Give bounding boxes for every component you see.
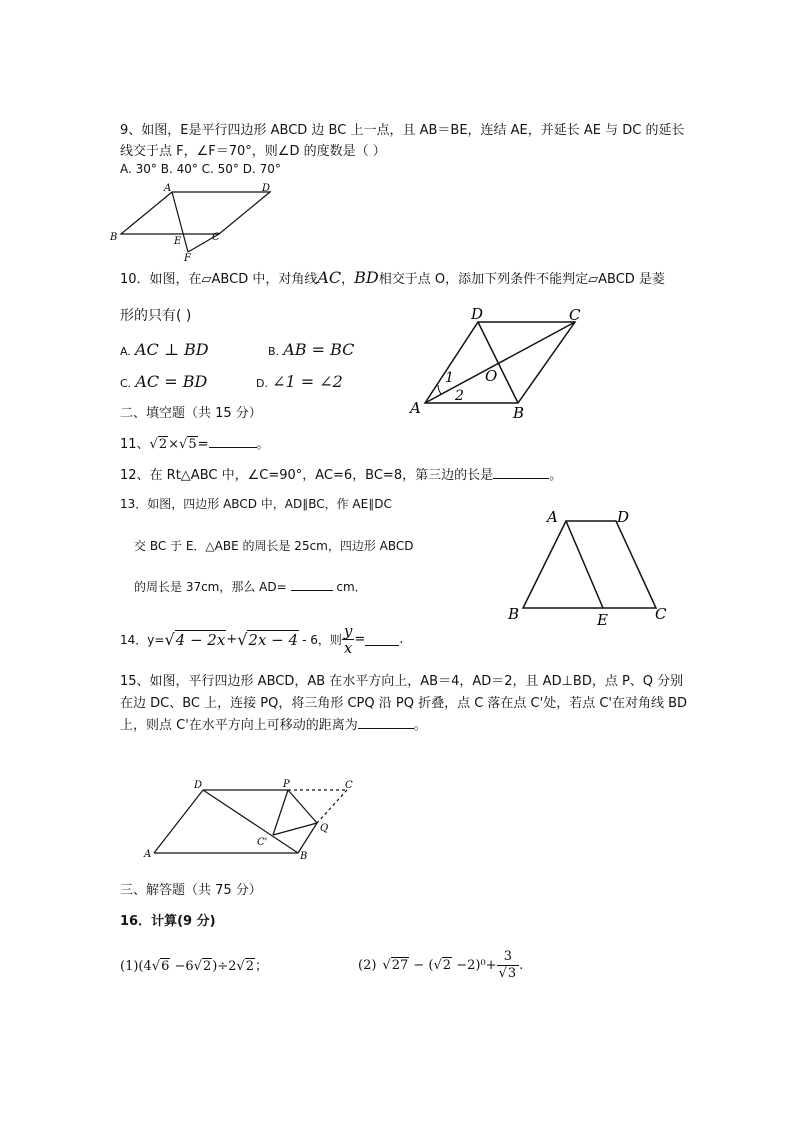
q10-opt-b-label: B. [268, 345, 280, 358]
q10-opt-a: AC ⊥ BD [134, 340, 209, 359]
q11-prefix: 11、 [120, 437, 150, 452]
q15-line3-text: 上，则点 C'在水平方向上可移动的距离为 [120, 718, 358, 733]
section-3-heading: 三、解答题（共 75 分） [120, 883, 262, 898]
q12-text: 12、在 Rt△ABC 中，∠C=90°，AC=6，BC=8，第三边的长是 [120, 468, 494, 483]
q15-line1: 15、如图，平行四边形 ABCD，AB 在水平方向上，AB＝4，AD＝2，且 AD⊥BD，点 P、Q 分别 [120, 674, 684, 689]
q10-label-d: D [471, 305, 484, 323]
q14-sqrt-sign-2: √ [237, 629, 248, 649]
q16-p2-den-radicand: 3 [507, 965, 517, 981]
q16-p1-sqrt-1: √ [151, 959, 161, 974]
q10-line2: 形的只有( ) [120, 308, 192, 324]
q9-line2: 线交于点 F，∠F＝70°，则∠D 的度数是（ ） [120, 144, 386, 159]
q13-label-c: C [655, 605, 667, 623]
q14 [120, 619, 403, 659]
q11 [120, 433, 270, 452]
q11-times: × [168, 437, 180, 452]
q10-option-c [120, 372, 207, 391]
q10-label-o: O [485, 367, 498, 385]
q9-line1: 9、如图，E是平行四边形 ABCD 边 BC 上一点，且 AB＝BE，连结 AE，并延长 AE 与 DC 的延长 [120, 123, 685, 138]
q14-prefix: 14．y= [120, 632, 165, 647]
q13-label-a: A [547, 508, 558, 526]
q16-p1-sqrt-2: √ [193, 959, 202, 974]
q11-sqrt-sign: √ [149, 437, 158, 452]
q15-label-q: Q [320, 823, 329, 834]
q10-line1a: 10．如图，在▱ABCD 中，对角线 [120, 272, 318, 287]
q13-answer-blank[interactable] [291, 578, 333, 591]
q16-p2-end: . [519, 957, 524, 973]
q9-label-f: F [184, 253, 191, 264]
q16-p2-fraction [497, 949, 520, 982]
q10-label-c: C [569, 306, 581, 324]
q13-line3b: cm． [336, 580, 367, 594]
q10-ac: AC [317, 268, 342, 287]
q10-opt-c: AC = BD [135, 372, 208, 391]
q12-end: 。 [549, 468, 563, 483]
q15-label-p: P [283, 779, 290, 790]
q10-label-a: A [410, 399, 421, 417]
q15-label-cprime: C' [257, 837, 268, 848]
q10-sep: ， [341, 272, 355, 287]
q16-part1 [120, 955, 268, 974]
q13-label-b: B [508, 605, 520, 623]
q14-numerator: y [343, 621, 353, 640]
q13-line3a: 的周长是 37cm，那么 AD= [134, 580, 287, 594]
q16-p2-b: − ( [409, 957, 434, 973]
q9-label-a: A [164, 183, 172, 194]
q13-line1: 13．如图，四边形 ABCD 中，AD∥BC，作 AE∥DC [120, 497, 392, 511]
q9-options: A. 30° B. 40° C. 50° D. 70° [120, 162, 281, 176]
q16-p2-denominator [497, 966, 520, 982]
q16-title: 16．计算(9 分) [120, 914, 216, 929]
q16-p2-c: −2)⁰+ [452, 957, 497, 973]
q10-bd: BD [354, 268, 379, 287]
q10-label-2: 2 [455, 388, 464, 404]
q15-label-a: A [144, 849, 152, 860]
q10-opt-a-label: A. [120, 345, 131, 358]
q10-option-d [256, 372, 343, 391]
q16-p2-radicand-1: 27 [391, 958, 409, 973]
q14-denominator: x [343, 638, 353, 657]
q10-label-b: B [513, 404, 525, 422]
q10-opt-d: ∠1 = ∠2 [272, 372, 343, 391]
q13-label-d: D [617, 508, 630, 526]
q13-figure [505, 505, 675, 630]
q11-end: 。 [256, 437, 270, 452]
q16-p2-prefix: (2) [358, 957, 377, 973]
q14-end: . [399, 631, 404, 647]
q16-p1-prefix: (1) [120, 959, 139, 974]
q10-opt-b: AB = BC [283, 340, 355, 359]
q10-option-a [120, 340, 209, 359]
q14-radicand-1: 4 − 2x [175, 630, 226, 649]
q16-p2-numerator: 3 [497, 949, 520, 966]
q13-line2: 交 BC 于 E．△ABE 的周长是 25cm，四边形 ABCD [134, 539, 414, 553]
q15-end: 。 [413, 718, 427, 733]
section-2-heading: 二、填空题（共 15 分） [120, 406, 262, 421]
q10-opt-d-label: D. [256, 377, 268, 390]
q15-figure [140, 775, 365, 865]
q16-p1-radicand-2: 2 [202, 959, 212, 974]
q11-answer-blank[interactable] [209, 435, 257, 448]
q15-line3 [120, 714, 427, 733]
q10-figure [405, 300, 595, 425]
q10-opt-c-label: C. [120, 377, 132, 390]
q16-p1-end: ； [255, 959, 269, 974]
q15-label-d: D [194, 780, 203, 791]
q11-sqrt-sign-2: √ [179, 437, 188, 452]
q14-eq: = [354, 631, 366, 647]
q10-label-1: 1 [445, 370, 454, 386]
q11-radicand-b: 5 [188, 437, 197, 452]
q12 [120, 464, 562, 483]
q9-label-b: B [110, 232, 118, 243]
q16-p1-sqrt-3: √ [236, 959, 245, 974]
q15-line2: 在边 DC、BC 上，连接 PQ，将三角形 CPQ 沿 PQ 折叠，点 C 落在点 C'处，若点 C'在对角线 BD [120, 696, 688, 711]
q10-line1b: 相交于点 O，添加下列条件不能判定▱ABCD 是菱 [378, 272, 665, 287]
q16-p2-sqrt-2: √ [433, 957, 442, 973]
q16-p1-radicand-3: 2 [245, 959, 255, 974]
q16-part2 [358, 944, 523, 986]
q16-p2-sqrt-1: √ [382, 957, 391, 973]
q11-radicand-a: 2 [158, 437, 168, 452]
q16-p2-den-sqrt: √ [498, 965, 507, 981]
q15-label-c: C [345, 780, 353, 791]
q15-label-b: B [300, 851, 308, 862]
q14-radicand-2: 2x − 4 [248, 630, 299, 649]
q10-line1 [120, 268, 665, 287]
q16-p2-radicand-2: 2 [442, 958, 452, 973]
q12-answer-blank[interactable] [493, 466, 549, 479]
q15-answer-blank[interactable] [358, 716, 414, 729]
q9-figure [108, 180, 278, 265]
q10-option-b [268, 340, 354, 359]
q14-plus: + [226, 631, 238, 647]
q16-p1-c: )÷2 [212, 959, 237, 974]
q13-label-e: E [597, 611, 608, 629]
q14-answer-blank[interactable] [365, 633, 399, 646]
q14-fraction [342, 623, 354, 656]
q9-label-d: D [262, 183, 271, 194]
q11-eq: = [197, 437, 209, 452]
q14-sqrt-sign: √ [164, 629, 175, 649]
q16-p1-b: −6 [170, 959, 194, 974]
q16-p1-a: (4 [138, 959, 152, 974]
q14-tail: - 6，则 [302, 632, 342, 647]
q9-label-c: C [212, 232, 220, 243]
q9-label-e: E [174, 236, 182, 247]
q13-line3 [134, 578, 367, 595]
q16-p1-radicand-1: 6 [161, 959, 170, 974]
